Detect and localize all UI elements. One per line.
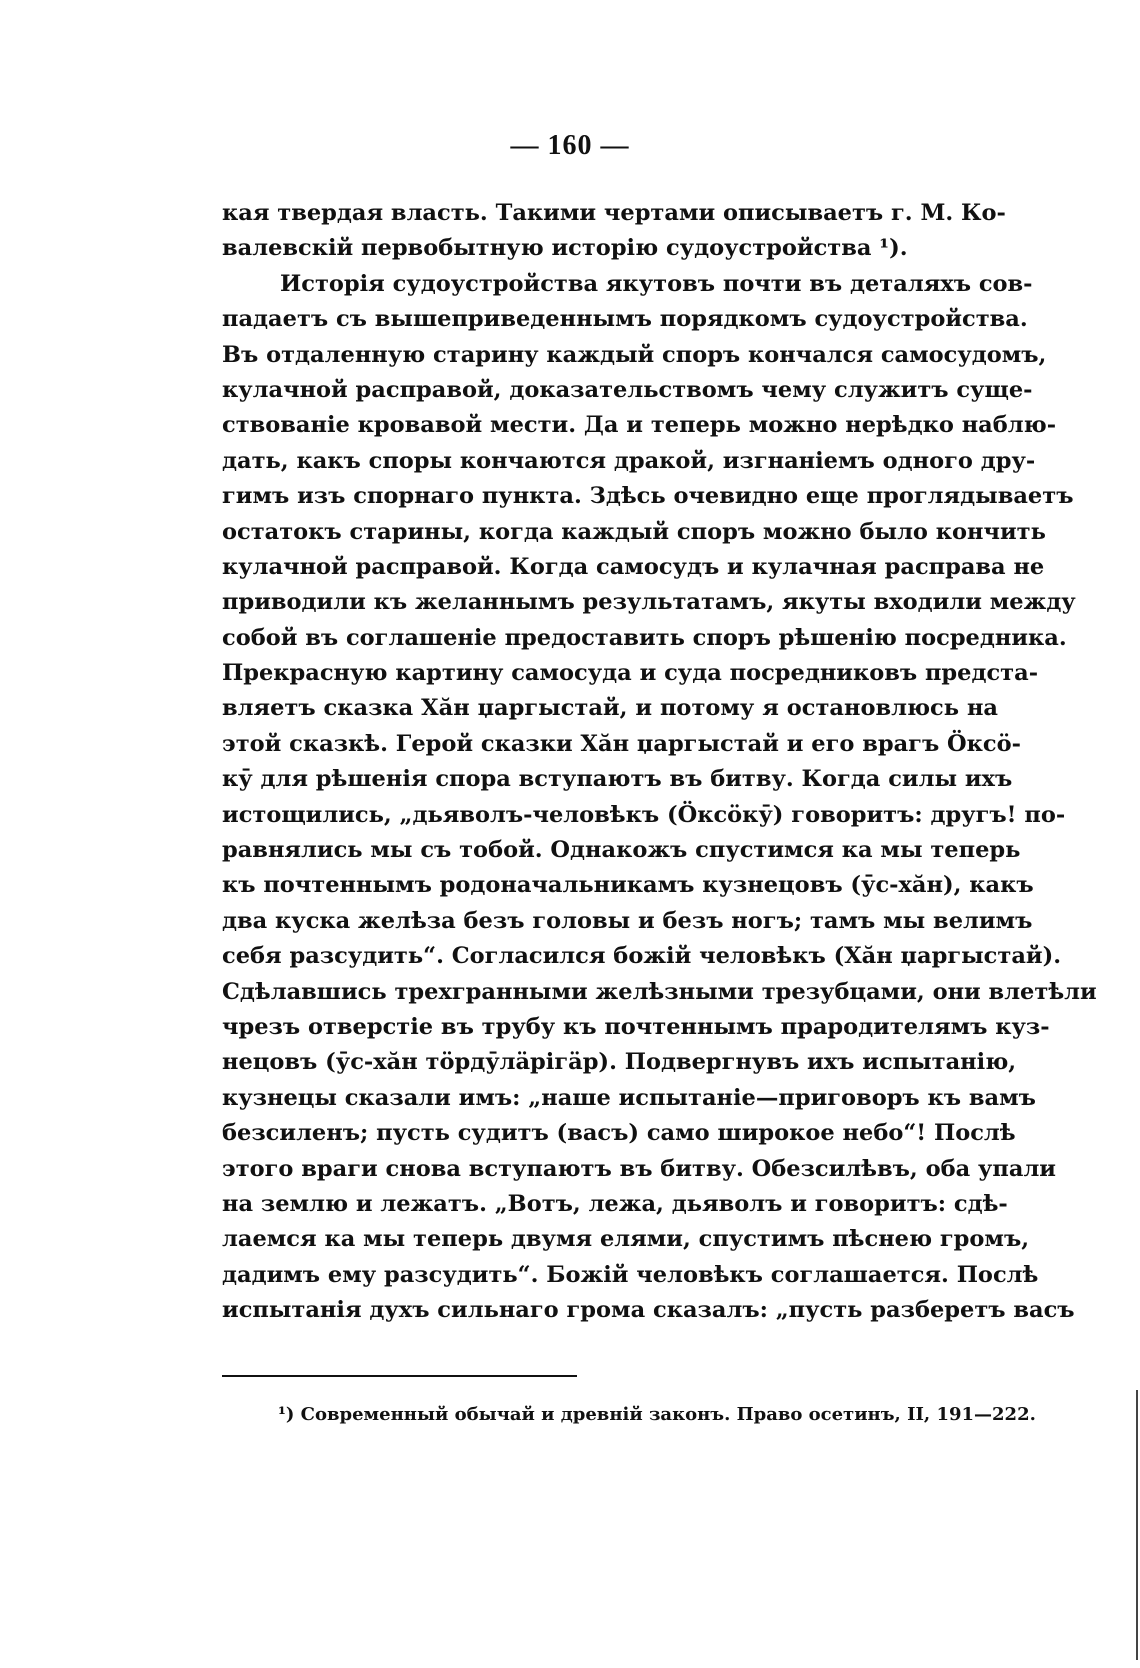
text-line: къ почтеннымъ родоначальникамъ кузнецовъ (ӯс-хӑн), какъ xyxy=(222,872,1034,899)
text-line: гимъ изъ спорнаго пункта. Здѣсь очевидно еще проглядываетъ xyxy=(222,483,1074,510)
scan-edge-line xyxy=(1136,1390,1138,1660)
text-line: чрезъ отверстіе въ трубу къ почтеннымъ прародителямъ куз- xyxy=(222,1013,1050,1040)
text-line: безсиленъ; пусть судитъ (васъ) само широкое небо“! Послѣ xyxy=(222,1120,1016,1147)
text-line: собой въ соглашеніе предоставить споръ рѣшенію посредника. xyxy=(222,624,1067,651)
text-line: истощились, „дьяволъ-человѣкъ (Ӧксӧкӯ) говоритъ: другъ! по- xyxy=(222,801,1066,828)
text-line: валевскій первобытную исторію судоустройства ¹). xyxy=(222,235,908,262)
text-line: лаемся ка мы теперь двумя елями, спустимъ пѣснею громъ, xyxy=(222,1226,1030,1253)
text-line: кулачной расправой. Когда самосудъ и кулачная расправа не xyxy=(222,553,1045,580)
text-line: приводили къ желаннымъ результатамъ, якуты входили между xyxy=(222,589,1076,616)
text-line: себя разсудить“. Согласился божій человѣкъ (Хӑн џаргыстай). xyxy=(222,943,1062,970)
text-line: Сдѣлавшись трехгранными желѣзными трезубцами, они влетѣли xyxy=(222,978,1097,1005)
text-line: кулачной расправой, доказательствомъ чему служитъ суще- xyxy=(222,376,1033,403)
text-line: Прекрасную картину самосуда и суда посредниковъ предста- xyxy=(222,660,1039,687)
text-line: Въ отдаленную старину каждый споръ кончался самосудомъ, xyxy=(222,341,1047,368)
text-line: этой сказкѣ. Герой сказки Хӑн џаргыстай и его врагъ Ӧксӧ- xyxy=(222,730,1021,757)
text-line: падаетъ съ вышеприведеннымъ порядкомъ судоустройства. xyxy=(222,306,1028,333)
text-line: испытанія духъ сильнаго грома сказалъ: „пусть разберетъ васъ xyxy=(222,1297,1075,1324)
footnote-divider xyxy=(222,1375,577,1377)
text-line: ствованіе кровавой мести. Да и теперь можно нерѣдко наблю- xyxy=(222,412,1057,439)
text-line: Исторія судоустройства якутовъ почти въ деталяхъ сов- xyxy=(280,270,1033,297)
page-number: — 160 — xyxy=(510,130,630,161)
text-line: вляетъ сказка Хӑн џаргыстай, и потому я остановлюсь на xyxy=(222,695,998,722)
text-line: равнялись мы съ тобой. Однакожъ спустимся ка мы теперь xyxy=(222,837,1021,864)
text-line: два куска желѣза безъ головы и безъ ногъ; тамъ мы велимъ xyxy=(222,907,1033,934)
text-line: на землю и лежатъ. „Вотъ, лежа, дьяволъ и говоритъ: сдѣ- xyxy=(222,1190,1008,1217)
text-line: остатокъ старины, когда каждый споръ можно было кончить xyxy=(222,518,1046,545)
text-line: дать, какъ споры кончаются дракой, изгнаніемъ одного дру- xyxy=(222,447,1036,474)
text-line: этого враги снова вступаютъ въ битву. Обезсилѣвъ, оба упали xyxy=(222,1155,1056,1182)
body-text xyxy=(222,196,1097,1329)
text-line: нецовъ (ӯс-хӑн тӧрдӯлӓрігӓр). Подвергнувъ ихъ испытанію, xyxy=(222,1049,1017,1076)
text-line: дадимъ ему разсудить“. Божій человѣкъ соглашается. Послѣ xyxy=(222,1261,1039,1288)
text-line: кая твердая власть. Такими чертами описываетъ г. М. Ко- xyxy=(222,200,1006,226)
text-line: кӯ для рѣшенія спора вступаютъ въ битву. Когда силы ихъ xyxy=(222,766,1013,793)
footnote: ¹) Современный обычай и древній законъ. Право осетинъ, II, 191—222. xyxy=(278,1404,1036,1425)
text-line: кузнецы сказали имъ: „наше испытаніе—приговоръ къ вамъ xyxy=(222,1084,1036,1111)
